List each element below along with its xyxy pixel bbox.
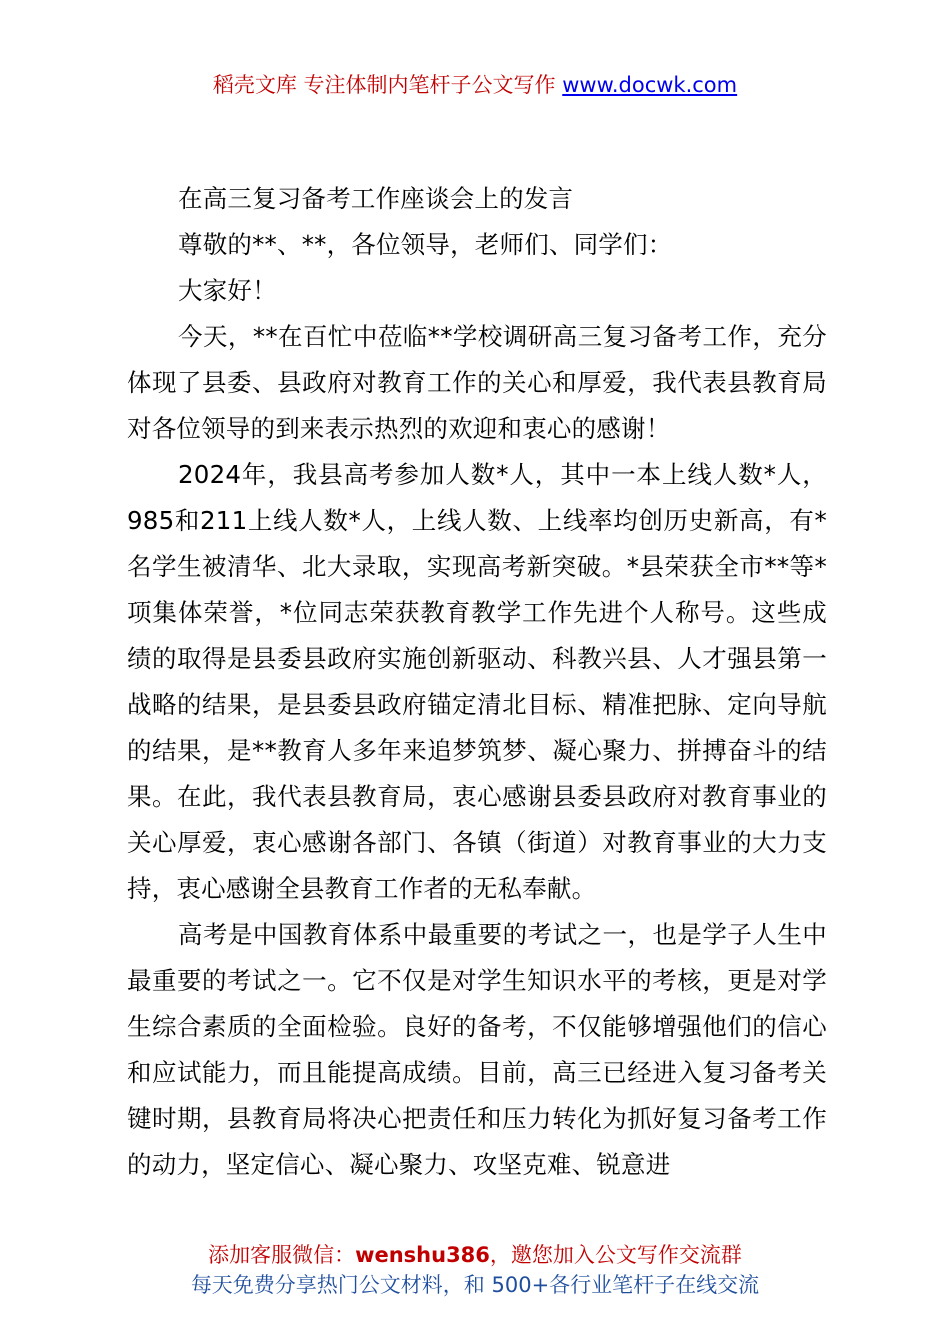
- site-link[interactable]: www.docwk.com: [562, 73, 738, 97]
- footer-suffix: ，邀您加入公文写作交流群: [489, 1243, 742, 1267]
- footer-banner: [0, 1240, 950, 1300]
- document-title: 在高三复习备考工作座谈会上的发言: [178, 184, 574, 213]
- paragraph: 今天，**在百忙中莅临**学校调研高三复习备考工作，充分体现了县委、县政府对教育工作的关心和厚爱，我代表县教育局对各位领导的到来表示热烈的欢迎和衷心的感谢！: [127, 322, 827, 443]
- salutation: 尊敬的**、**，各位领导，老师们、同学们：: [178, 230, 673, 259]
- paragraph: 2024年，我县高考参加人数*人，其中一本上线人数*人，985和211上线人数*人，上线人数、上线率均创历史新高，有*名学生被清华、北大录取，实现高考新突破。*县荣获全市**等*项集体荣誉，*位同志荣获教育教学工作先进个人称号。这些成绩的取得是县委县政府实施创新驱动、科教兴县、人才强县第一战略的结果，是县委县政府锚定清北目标、精准把脉、定向导航的结果，是**教育人多年来追梦筑梦、凝心聚力、拼搏奋斗的结果。在此，我代表县教育局，衷心感谢县委县政府对教育事业的关心厚爱，衷心感谢各部门、各镇（街道）对教育事业的大力支持，衷心感谢全县教育工作者的无私奉献。: [127, 460, 827, 903]
- footer-contact-line: [0, 1240, 950, 1270]
- footer-prefix: 添加客服微信：: [208, 1243, 356, 1267]
- paragraph: 高考是中国教育体系中最重要的考试之一，也是学子人生中最重要的考试之一。它不仅是对学生知识水平的考核，更是对学生综合素质的全面检验。良好的备考，不仅能够增强他们的信心和应试能力，而且能提高成绩。目前，高三已经进入复习备考关键时期，县教育局将决心把责任和压力转化为抓好复习备考工作的动力，坚定信心、凝心聚力、攻坚克难、锐意进: [127, 920, 827, 1179]
- document-body: [127, 176, 827, 1188]
- greeting: 大家好！: [178, 276, 277, 305]
- header-banner: [0, 70, 950, 100]
- brand-text: 稻壳文库 专注体制内笔杆子公文写作: [212, 73, 556, 97]
- wechat-id: wenshu386: [355, 1243, 490, 1267]
- footer-promo-line: 每天免费分享热门公文材料，和 500+各行业笔杆子在线交流: [190, 1273, 760, 1297]
